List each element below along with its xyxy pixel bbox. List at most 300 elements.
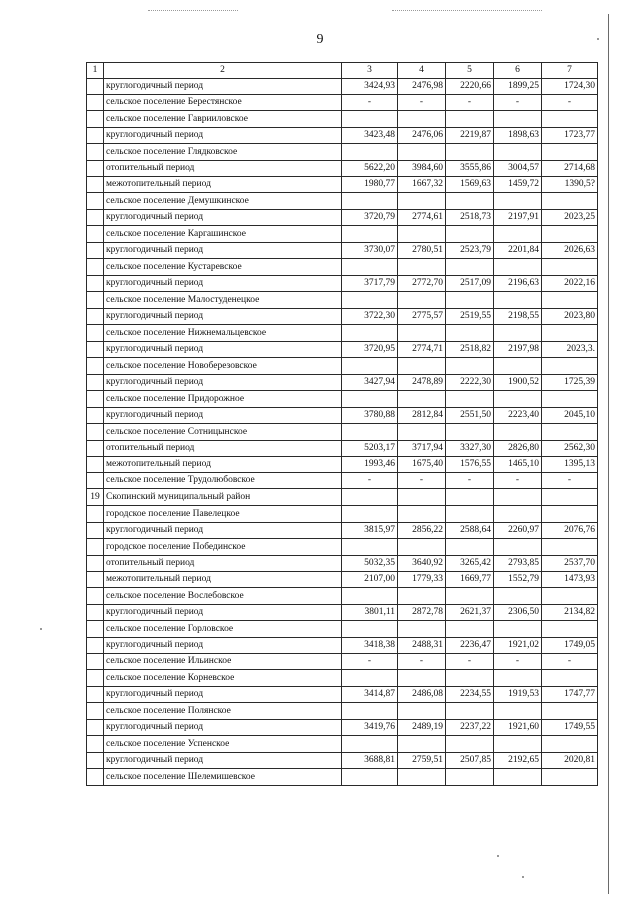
empty-cell <box>542 292 598 309</box>
value-cell: 3004,57 <box>494 161 542 177</box>
row-name-cell: сельское поселение Придорожное <box>104 391 342 408</box>
value-cell: 3815,97 <box>342 523 398 539</box>
empty-cell <box>446 670 494 687</box>
value-cell: - <box>398 654 446 670</box>
value-cell: 2234,55 <box>446 687 494 703</box>
row-name-cell: отопительный период <box>104 556 342 572</box>
row-number-cell: 19 <box>87 489 104 506</box>
value-cell: 1921,02 <box>494 638 542 654</box>
empty-cell <box>398 111 446 128</box>
row-name-cell: межотопительный период <box>104 177 342 193</box>
empty-cell <box>398 703 446 720</box>
empty-cell <box>446 703 494 720</box>
value-cell: - <box>446 654 494 670</box>
value-cell: 5622,20 <box>342 161 398 177</box>
value-cell: - <box>494 654 542 670</box>
value-cell: 1980,77 <box>342 177 398 193</box>
table-group-row <box>87 670 598 687</box>
value-cell: 2621,37 <box>446 605 494 621</box>
row-name-cell: городское поселение Павелецкое <box>104 506 342 523</box>
value-cell: 2107,00 <box>342 572 398 588</box>
value-cell: 3717,79 <box>342 276 398 292</box>
value-cell: 3722,30 <box>342 309 398 325</box>
table-row <box>87 457 598 473</box>
value-cell: 2196,63 <box>494 276 542 292</box>
empty-cell <box>542 621 598 638</box>
value-cell: 2488,31 <box>398 638 446 654</box>
row-name-cell: круглогодичный период <box>104 720 342 736</box>
value-cell: 1576,55 <box>446 457 494 473</box>
empty-cell <box>446 424 494 441</box>
empty-cell <box>446 736 494 753</box>
empty-cell <box>542 489 598 506</box>
value-cell: 3424,93 <box>342 79 398 95</box>
empty-cell <box>398 539 446 556</box>
table-group-row <box>87 424 598 441</box>
row-number-cell <box>87 210 104 226</box>
scan-artifact <box>392 10 542 11</box>
row-name-cell: круглогодичный период <box>104 638 342 654</box>
row-name-cell: круглогодичный период <box>104 309 342 325</box>
row-name-cell: круглогодичный период <box>104 210 342 226</box>
row-number-cell <box>87 753 104 769</box>
empty-cell <box>542 144 598 161</box>
value-cell: 2780,51 <box>398 243 446 259</box>
value-cell: 2223,40 <box>494 408 542 424</box>
value-cell: 1569,63 <box>446 177 494 193</box>
empty-cell <box>542 111 598 128</box>
scan-speck <box>497 855 499 857</box>
row-number-cell <box>87 588 104 605</box>
empty-cell <box>398 358 446 375</box>
value-cell: 5032,35 <box>342 556 398 572</box>
value-cell: 2134,82 <box>542 605 598 621</box>
scan-speck <box>40 628 42 630</box>
row-name-cell: круглогодичный период <box>104 342 342 358</box>
empty-cell <box>494 506 542 523</box>
value-cell: 2023,3. <box>542 342 598 358</box>
empty-cell <box>494 144 542 161</box>
table-group-row <box>87 226 598 243</box>
table-row <box>87 95 598 111</box>
row-number-cell <box>87 276 104 292</box>
value-cell: 2714,68 <box>542 161 598 177</box>
value-cell: - <box>398 95 446 111</box>
value-cell: 2812,84 <box>398 408 446 424</box>
empty-cell <box>494 588 542 605</box>
value-cell: 2562,30 <box>542 441 598 457</box>
table-row <box>87 177 598 193</box>
empty-cell <box>342 621 398 638</box>
value-cell: 3720,95 <box>342 342 398 358</box>
row-name-cell: сельское поселение Глядковское <box>104 144 342 161</box>
value-cell: 2306,50 <box>494 605 542 621</box>
value-cell: 1473,93 <box>542 572 598 588</box>
row-name-cell: городское поселение Побединское <box>104 539 342 556</box>
value-cell: 1749,05 <box>542 638 598 654</box>
value-cell: 2192,65 <box>494 753 542 769</box>
empty-cell <box>494 703 542 720</box>
empty-cell <box>542 325 598 342</box>
empty-cell <box>542 769 598 786</box>
row-name-cell: круглогодичный период <box>104 79 342 95</box>
value-cell: 1921,60 <box>494 720 542 736</box>
table-row <box>87 210 598 226</box>
value-cell: 2219,87 <box>446 128 494 144</box>
value-cell: 1465,10 <box>494 457 542 473</box>
table-body <box>87 63 598 786</box>
row-number-cell <box>87 408 104 424</box>
row-number-cell <box>87 556 104 572</box>
table-row <box>87 523 598 539</box>
row-number-cell <box>87 391 104 408</box>
value-cell: 2198,55 <box>494 309 542 325</box>
header-cell: 4 <box>398 63 446 79</box>
empty-cell <box>446 769 494 786</box>
empty-cell <box>342 144 398 161</box>
table-group-row <box>87 292 598 309</box>
row-number-cell <box>87 506 104 523</box>
empty-cell <box>398 506 446 523</box>
empty-cell <box>446 325 494 342</box>
empty-cell <box>542 424 598 441</box>
row-number-cell <box>87 441 104 457</box>
row-number-cell <box>87 572 104 588</box>
value-cell: - <box>342 473 398 489</box>
value-cell: 2237,22 <box>446 720 494 736</box>
value-cell: 2222,30 <box>446 375 494 391</box>
scan-artifact <box>148 10 238 11</box>
empty-cell <box>446 539 494 556</box>
empty-cell <box>494 292 542 309</box>
row-name-cell: сельское поселение Сотницынское <box>104 424 342 441</box>
empty-cell <box>342 670 398 687</box>
empty-cell <box>494 325 542 342</box>
empty-cell <box>398 259 446 276</box>
empty-cell <box>542 703 598 720</box>
value-cell: 2551,50 <box>446 408 494 424</box>
table-row <box>87 572 598 588</box>
value-cell: - <box>446 473 494 489</box>
table-row <box>87 408 598 424</box>
page-number: 9 <box>316 32 324 47</box>
value-cell: 1723,77 <box>542 128 598 144</box>
table-row <box>87 720 598 736</box>
value-cell: 2197,98 <box>494 342 542 358</box>
empty-cell <box>542 539 598 556</box>
row-name-cell: сельское поселение Нижнемальцевское <box>104 325 342 342</box>
empty-cell <box>446 588 494 605</box>
row-number-cell <box>87 670 104 687</box>
empty-cell <box>494 424 542 441</box>
empty-cell <box>494 193 542 210</box>
empty-cell <box>542 588 598 605</box>
empty-cell <box>446 144 494 161</box>
empty-cell <box>446 358 494 375</box>
empty-cell <box>342 292 398 309</box>
value-cell: 3801,11 <box>342 605 398 621</box>
value-cell: 1919,53 <box>494 687 542 703</box>
row-number-cell <box>87 79 104 95</box>
value-cell: 2518,82 <box>446 342 494 358</box>
value-cell: 2486,08 <box>398 687 446 703</box>
empty-cell <box>342 588 398 605</box>
empty-cell <box>542 736 598 753</box>
table-row <box>87 654 598 670</box>
value-cell: 1898,63 <box>494 128 542 144</box>
row-name-cell: межотопительный период <box>104 457 342 473</box>
empty-cell <box>446 226 494 243</box>
empty-cell <box>494 358 542 375</box>
table-group-row <box>87 736 598 753</box>
row-name-cell: круглогодичный период <box>104 128 342 144</box>
empty-cell <box>342 259 398 276</box>
value-cell: - <box>342 95 398 111</box>
table-row <box>87 556 598 572</box>
value-cell: 2519,55 <box>446 309 494 325</box>
value-cell: 3717,94 <box>398 441 446 457</box>
value-cell: 3327,30 <box>446 441 494 457</box>
table-group-row <box>87 193 598 210</box>
value-cell: 2772,70 <box>398 276 446 292</box>
empty-cell <box>446 193 494 210</box>
value-cell: 2023,25 <box>542 210 598 226</box>
row-name-cell: сельское поселение Кустаревское <box>104 259 342 276</box>
empty-cell <box>342 489 398 506</box>
value-cell: 2489,19 <box>398 720 446 736</box>
header-cell: 3 <box>342 63 398 79</box>
value-cell: 2022,16 <box>542 276 598 292</box>
row-number-cell <box>87 325 104 342</box>
value-cell: 3720,79 <box>342 210 398 226</box>
empty-cell <box>398 424 446 441</box>
empty-cell <box>542 506 598 523</box>
empty-cell <box>342 424 398 441</box>
value-cell: 2518,73 <box>446 210 494 226</box>
table-row <box>87 309 598 325</box>
value-cell: 2220,66 <box>446 79 494 95</box>
row-name-cell: сельское поселение Малостуденецкое <box>104 292 342 309</box>
value-cell: 1669,77 <box>446 572 494 588</box>
value-cell: 2872,78 <box>398 605 446 621</box>
value-cell: - <box>542 473 598 489</box>
row-name-cell: сельское поселение Вослебовское <box>104 588 342 605</box>
value-cell: 3427,94 <box>342 375 398 391</box>
table-row <box>87 243 598 259</box>
empty-cell <box>494 111 542 128</box>
empty-cell <box>342 703 398 720</box>
value-cell: 2588,64 <box>446 523 494 539</box>
row-number-cell <box>87 687 104 703</box>
empty-cell <box>398 588 446 605</box>
empty-cell <box>342 358 398 375</box>
row-number-cell <box>87 177 104 193</box>
empty-cell <box>446 506 494 523</box>
empty-cell <box>342 736 398 753</box>
empty-cell <box>342 539 398 556</box>
value-cell: 2517,09 <box>446 276 494 292</box>
value-cell: 2201,84 <box>494 243 542 259</box>
value-cell: 2236,47 <box>446 638 494 654</box>
empty-cell <box>446 391 494 408</box>
row-name-cell: сельское поселение Горловское <box>104 621 342 638</box>
value-cell: - <box>494 473 542 489</box>
row-number-cell <box>87 259 104 276</box>
value-cell: 1993,46 <box>342 457 398 473</box>
value-cell: 1724,30 <box>542 79 598 95</box>
value-cell: 2523,79 <box>446 243 494 259</box>
empty-cell <box>494 489 542 506</box>
header-cell: 6 <box>494 63 542 79</box>
row-number-cell <box>87 144 104 161</box>
empty-cell <box>494 226 542 243</box>
row-name-cell: круглогодичный период <box>104 375 342 391</box>
scan-speck <box>522 876 524 878</box>
value-cell: 1390,5? <box>542 177 598 193</box>
header-cell: 7 <box>542 63 598 79</box>
value-cell: 2774,71 <box>398 342 446 358</box>
empty-cell <box>494 670 542 687</box>
empty-cell <box>398 736 446 753</box>
empty-cell <box>342 769 398 786</box>
empty-cell <box>398 391 446 408</box>
value-cell: 3265,42 <box>446 556 494 572</box>
row-number-cell <box>87 375 104 391</box>
value-cell: 1675,40 <box>398 457 446 473</box>
row-name-cell: круглогодичный период <box>104 687 342 703</box>
empty-cell <box>494 621 542 638</box>
value-cell: 3640,92 <box>398 556 446 572</box>
row-number-cell <box>87 769 104 786</box>
value-cell: 2260,97 <box>494 523 542 539</box>
row-number-cell <box>87 736 104 753</box>
empty-cell <box>342 506 398 523</box>
value-cell: 1899,25 <box>494 79 542 95</box>
row-number-cell <box>87 638 104 654</box>
header-cell: 1 <box>87 63 104 79</box>
value-cell: 3414,87 <box>342 687 398 703</box>
empty-cell <box>446 621 494 638</box>
row-number-cell <box>87 161 104 177</box>
empty-cell <box>342 325 398 342</box>
value-cell: 2537,70 <box>542 556 598 572</box>
row-number-cell <box>87 111 104 128</box>
value-cell: 1900,52 <box>494 375 542 391</box>
table-group-row <box>87 621 598 638</box>
empty-cell <box>446 489 494 506</box>
empty-cell <box>542 670 598 687</box>
empty-cell <box>542 226 598 243</box>
value-cell: - <box>494 95 542 111</box>
row-number-cell <box>87 457 104 473</box>
table-row <box>87 79 598 95</box>
empty-cell <box>398 226 446 243</box>
row-name-cell: межотопительный период <box>104 572 342 588</box>
empty-cell <box>398 292 446 309</box>
value-cell: 1749,55 <box>542 720 598 736</box>
value-cell: 2507,85 <box>446 753 494 769</box>
value-cell: 2793,85 <box>494 556 542 572</box>
value-cell: 1395,13 <box>542 457 598 473</box>
value-cell: - <box>542 95 598 111</box>
empty-cell <box>342 193 398 210</box>
empty-cell <box>494 539 542 556</box>
value-cell: 3555,86 <box>446 161 494 177</box>
table-group-row <box>87 111 598 128</box>
table-group-row <box>87 325 598 342</box>
table-group-row <box>87 144 598 161</box>
empty-cell <box>398 144 446 161</box>
value-cell: 2076,76 <box>542 523 598 539</box>
row-number-cell <box>87 358 104 375</box>
value-cell: 1725,39 <box>542 375 598 391</box>
value-cell: 2023,80 <box>542 309 598 325</box>
row-name-cell: сельское поселение Ильинское <box>104 654 342 670</box>
row-name-cell: круглогодичный период <box>104 276 342 292</box>
row-number-cell <box>87 424 104 441</box>
row-number-cell <box>87 226 104 243</box>
table-group-row <box>87 506 598 523</box>
empty-cell <box>398 670 446 687</box>
row-number-cell <box>87 95 104 111</box>
empty-cell <box>494 736 542 753</box>
value-cell: 2045,10 <box>542 408 598 424</box>
row-number-cell <box>87 621 104 638</box>
row-name-cell: сельское поселение Полянское <box>104 703 342 720</box>
row-name-cell: круглогодичный период <box>104 753 342 769</box>
row-name-cell: отопительный период <box>104 161 342 177</box>
row-name-cell: сельское поселение Корневское <box>104 670 342 687</box>
empty-cell <box>398 325 446 342</box>
table-row <box>87 161 598 177</box>
table-group-row <box>87 703 598 720</box>
value-cell: 1667,32 <box>398 177 446 193</box>
row-number-cell <box>87 605 104 621</box>
value-cell: 2856,22 <box>398 523 446 539</box>
empty-cell <box>342 391 398 408</box>
table-row <box>87 441 598 457</box>
row-number-cell <box>87 539 104 556</box>
table-row <box>87 473 598 489</box>
table-row <box>87 375 598 391</box>
row-number-cell <box>87 193 104 210</box>
table-group-row <box>87 489 598 506</box>
value-cell: 5203,17 <box>342 441 398 457</box>
value-cell: 2478,89 <box>398 375 446 391</box>
header-cell: 5 <box>446 63 494 79</box>
value-cell: 2197,91 <box>494 210 542 226</box>
value-cell: 3984,60 <box>398 161 446 177</box>
tariff-table <box>86 62 598 786</box>
table-group-row <box>87 769 598 786</box>
row-name-cell: круглогодичный период <box>104 523 342 539</box>
value-cell: 2020,81 <box>542 753 598 769</box>
empty-cell <box>398 489 446 506</box>
table-group-row <box>87 259 598 276</box>
empty-cell <box>542 358 598 375</box>
value-cell: 2026,63 <box>542 243 598 259</box>
row-number-cell <box>87 128 104 144</box>
value-cell: 2775,57 <box>398 309 446 325</box>
empty-cell <box>342 111 398 128</box>
table-group-row <box>87 391 598 408</box>
row-name-cell: Скопинский муниципальный район <box>104 489 342 506</box>
value-cell: 3688,81 <box>342 753 398 769</box>
value-cell: 3423,48 <box>342 128 398 144</box>
row-name-cell: сельское поселение Успенское <box>104 736 342 753</box>
empty-cell <box>494 769 542 786</box>
empty-cell <box>542 259 598 276</box>
